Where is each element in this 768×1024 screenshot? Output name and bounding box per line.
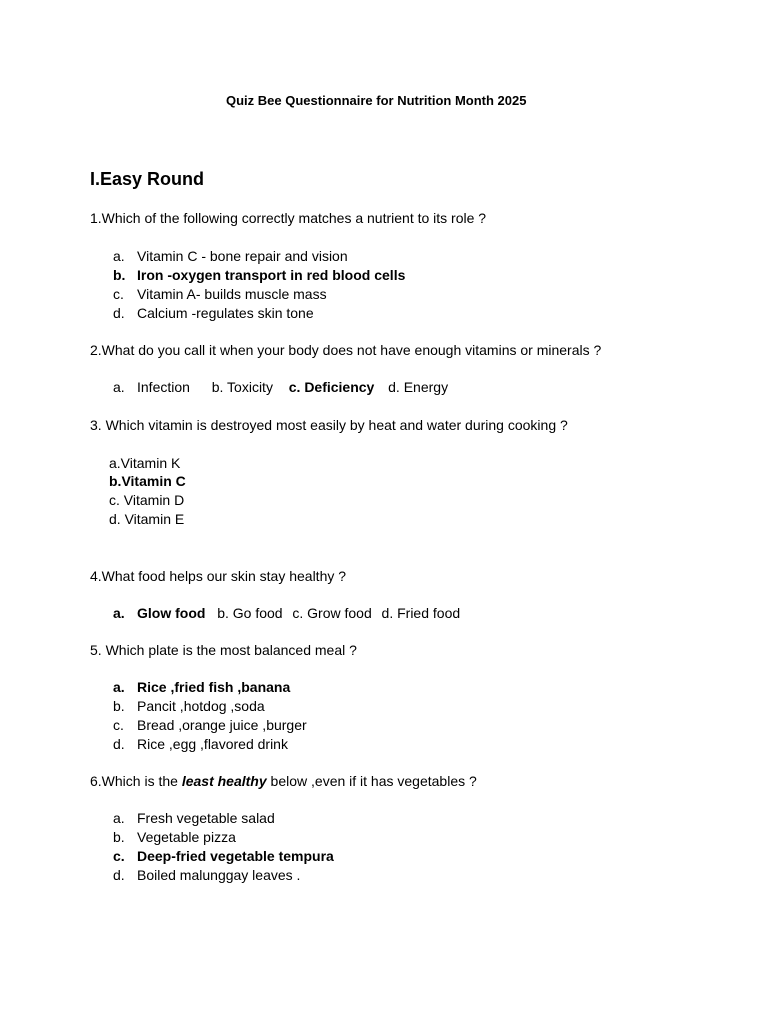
q1-option-b-answer (113, 266, 405, 284)
option-text-answer: Glow food (137, 605, 206, 621)
option-text: Rice ,fried fish ,banana (137, 679, 291, 695)
option-text: Boiled malunggay leaves . (137, 867, 301, 883)
question-1: 1.Which of the following correctly matches a nutrient to its role ? (90, 210, 487, 226)
option-marker-answer: c. (288, 379, 301, 395)
question-5: 5. Which plate is the most balanced meal ? (90, 642, 357, 658)
option-marker: d. (388, 379, 400, 395)
q1-option-a (113, 247, 348, 265)
option-marker: c. (113, 286, 124, 302)
q5-option-c (113, 716, 307, 734)
option-marker: c. (113, 717, 124, 733)
option-marker: a. (113, 810, 125, 826)
option-text: d. Fried food (381, 605, 461, 621)
question-2: 2.What do you call it when your body does not have enough vitamins or minerals ? (90, 342, 602, 358)
option-marker: a. (113, 379, 125, 395)
option-text-answer: Deficiency (304, 379, 375, 395)
q1-option-c (113, 285, 327, 303)
option-marker: d. (113, 736, 125, 752)
option-marker: d. (113, 305, 125, 321)
page-title: Quiz Bee Questionnaire for Nutrition Month 2025 (226, 93, 527, 108)
option-text: Pancit ,hotdog ,soda (137, 698, 265, 714)
q6-option-c-answer (113, 847, 334, 865)
option-text: Infection (137, 379, 190, 395)
option-text: Iron -oxygen transport in red blood cells (137, 267, 406, 283)
option-text: Toxicity (227, 379, 273, 395)
q5-option-b (113, 697, 265, 715)
option-text: Vegetable pizza (137, 829, 236, 845)
option-text: c. Grow food (292, 605, 372, 621)
q4-options-row (113, 604, 460, 622)
option-marker: a. (113, 679, 125, 695)
question-6-text-end: below ,even if it has vegetables ? (266, 773, 477, 789)
q6-option-a (113, 809, 275, 827)
q1-option-d (113, 304, 314, 322)
option-marker: b. (113, 267, 126, 283)
option-text: b. Go food (217, 605, 283, 621)
option-marker: c. (113, 848, 125, 864)
question-6-text: 6.Which is the (90, 773, 182, 789)
option-marker: b. (113, 829, 125, 845)
q2-options-row (113, 378, 448, 396)
option-marker: d. (113, 867, 125, 883)
q5-option-a-answer (113, 678, 290, 696)
option-text: Bread ,orange juice ,burger (137, 717, 307, 733)
q3-option-b-answer: b.Vitamin C (109, 473, 186, 489)
q6-option-d (113, 866, 300, 884)
option-text: Vitamin A- builds muscle mass (137, 286, 327, 302)
question-4: 4.What food helps our skin stay healthy ? (90, 568, 347, 584)
option-marker: a. (113, 248, 125, 264)
question-6 (90, 772, 477, 790)
option-text: Energy (403, 379, 449, 395)
q5-option-d (113, 735, 288, 753)
question-3: 3. Which vitamin is destroyed most easily by heat and water during cooking ? (90, 417, 568, 433)
section-heading: I.Easy Round (90, 169, 205, 189)
option-text: Rice ,egg ,flavored drink (137, 736, 288, 752)
option-text: Calcium -regulates skin tone (137, 305, 314, 321)
q3-option-d: d. Vitamin E (109, 511, 185, 527)
option-marker-answer: a. (113, 605, 125, 621)
q3-option-c: c. Vitamin D (109, 492, 185, 508)
option-text: Fresh vegetable salad (137, 810, 275, 826)
q6-option-b (113, 828, 236, 846)
option-text: Vitamin C - bone repair and vision (137, 248, 348, 264)
option-marker: b. (113, 698, 125, 714)
question-6-emphasis: least healthy (181, 773, 267, 789)
option-marker: b. (211, 379, 224, 395)
q3-option-a: a.Vitamin K (109, 455, 181, 471)
option-text: Deep-fried vegetable tempura (137, 848, 334, 864)
